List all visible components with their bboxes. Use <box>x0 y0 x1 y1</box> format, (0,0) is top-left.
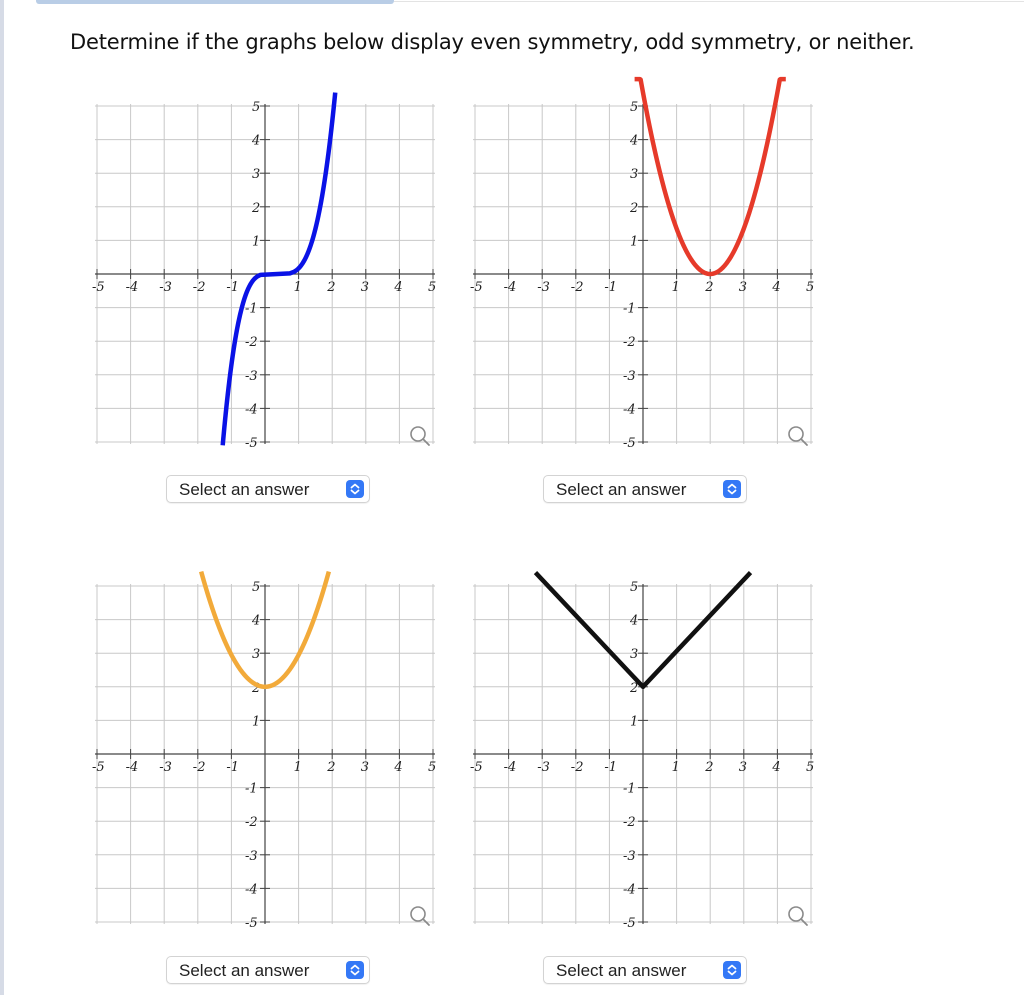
x-tick-label: -3 <box>537 280 550 295</box>
y-tick-label: 1 <box>252 234 261 250</box>
y-tick-label: -1 <box>245 301 258 317</box>
function-curve <box>223 93 336 446</box>
y-tick-label: -5 <box>623 916 636 931</box>
top-progress-bar <box>36 0 394 4</box>
y-tick-label: 4 <box>630 133 639 149</box>
y-tick-label: -2 <box>623 335 636 351</box>
x-tick-label: 5 <box>428 280 437 295</box>
x-tick-label: 2 <box>705 280 714 295</box>
graph-2-answer-select[interactable] <box>543 475 747 503</box>
select-label: Select an answer <box>179 480 310 499</box>
x-tick-label: 3 <box>360 280 370 295</box>
chevron-updown-icon <box>723 480 741 498</box>
y-tick-label: -1 <box>245 781 258 797</box>
graph-4 <box>470 580 818 931</box>
graph-2-plot <box>470 100 818 451</box>
y-tick-label: 3 <box>630 167 639 183</box>
select-label: Select an answer <box>556 480 687 499</box>
y-tick-label: 3 <box>252 647 261 663</box>
y-tick-label: 2 <box>630 200 639 216</box>
y-tick-label: 4 <box>630 613 639 629</box>
y-tick-label: -4 <box>245 402 258 418</box>
y-tick-label: 2 <box>630 680 639 696</box>
y-tick-label: -4 <box>245 882 258 898</box>
x-tick-label: 5 <box>806 280 815 295</box>
y-tick-label: 2 <box>252 680 261 696</box>
x-tick-label: -1 <box>604 760 618 775</box>
x-tick-label: 5 <box>806 760 815 775</box>
y-tick-label: -3 <box>245 368 258 384</box>
y-tick-label: 3 <box>630 647 639 663</box>
x-tick-label: 1 <box>293 280 302 295</box>
x-tick-label: 2 <box>327 280 336 295</box>
x-tick-label: 2 <box>705 760 714 775</box>
chevron-updown-icon <box>723 961 741 979</box>
left-rail <box>0 0 4 995</box>
x-tick-label: -5 <box>470 280 483 295</box>
y-tick-label: 4 <box>252 133 261 149</box>
y-tick-label: -5 <box>623 436 636 451</box>
x-tick-label: -4 <box>503 280 517 295</box>
x-tick-label: 3 <box>360 760 370 775</box>
graph-1-answer-select[interactable] <box>166 475 370 503</box>
graph-3 <box>92 580 440 931</box>
graph-3-plot <box>92 580 440 931</box>
x-tick-label: 1 <box>293 760 302 775</box>
y-tick-label: -2 <box>245 815 258 831</box>
y-tick-label: 5 <box>252 580 261 595</box>
x-tick-label: -5 <box>92 760 105 775</box>
y-tick-label: 3 <box>252 167 261 183</box>
x-tick-label: -4 <box>503 760 517 775</box>
x-tick-label: 1 <box>671 760 680 775</box>
question-prompt: Determine if the graphs below display even symmetry, odd symmetry, or neither. <box>70 30 915 54</box>
graph-4-answer-select[interactable] <box>543 956 747 984</box>
y-tick-label: -3 <box>623 368 636 384</box>
y-tick-label: -2 <box>245 335 258 351</box>
graph-1-plot <box>92 100 440 451</box>
x-tick-label: -3 <box>159 280 172 295</box>
x-tick-label: 4 <box>772 760 781 775</box>
x-tick-label: -4 <box>125 280 139 295</box>
graph-3-answer-select[interactable] <box>166 956 370 984</box>
y-tick-label: 5 <box>630 580 639 595</box>
x-tick-label: -2 <box>192 280 206 295</box>
x-tick-label: 4 <box>394 280 403 295</box>
x-tick-label: 4 <box>394 760 403 775</box>
y-tick-label: -5 <box>245 916 258 931</box>
select-label: Select an answer <box>556 961 687 980</box>
x-tick-label: -2 <box>192 760 206 775</box>
graph-4-plot <box>470 580 818 931</box>
y-tick-label: -2 <box>623 815 636 831</box>
x-tick-label: -1 <box>604 280 618 295</box>
chevron-updown-icon <box>346 961 364 979</box>
y-tick-label: 5 <box>252 100 261 115</box>
x-tick-label: 1 <box>671 280 680 295</box>
select-label: Select an answer <box>179 961 310 980</box>
x-tick-label: -1 <box>226 760 240 775</box>
y-tick-label: -3 <box>245 848 258 864</box>
y-tick-label: 1 <box>252 714 261 730</box>
x-tick-label: 4 <box>772 280 781 295</box>
x-tick-label: -5 <box>470 760 483 775</box>
y-tick-label: -4 <box>623 882 636 898</box>
y-tick-label: -5 <box>245 436 258 451</box>
x-tick-label: -5 <box>92 280 105 295</box>
x-tick-label: -4 <box>125 760 139 775</box>
y-tick-label: -4 <box>623 402 636 418</box>
x-tick-label: 2 <box>327 760 336 775</box>
chevron-updown-icon <box>346 480 364 498</box>
graph-2 <box>470 100 818 451</box>
y-tick-label: 1 <box>630 714 639 730</box>
x-tick-label: -1 <box>226 280 240 295</box>
y-tick-label: 4 <box>252 613 261 629</box>
y-tick-label: -1 <box>623 781 636 797</box>
graph-1 <box>92 100 440 451</box>
y-tick-label: -3 <box>623 848 636 864</box>
y-tick-label: 2 <box>252 200 261 216</box>
x-tick-label: -3 <box>537 760 550 775</box>
y-tick-label: 5 <box>630 100 639 115</box>
x-tick-label: 5 <box>428 760 437 775</box>
x-tick-label: 3 <box>738 280 748 295</box>
x-tick-label: -2 <box>570 760 584 775</box>
x-tick-label: 3 <box>738 760 748 775</box>
x-tick-label: -2 <box>570 280 584 295</box>
y-tick-label: 1 <box>630 234 639 250</box>
top-divider <box>394 1 1024 2</box>
x-tick-label: -3 <box>159 760 172 775</box>
y-tick-label: -1 <box>623 301 636 317</box>
